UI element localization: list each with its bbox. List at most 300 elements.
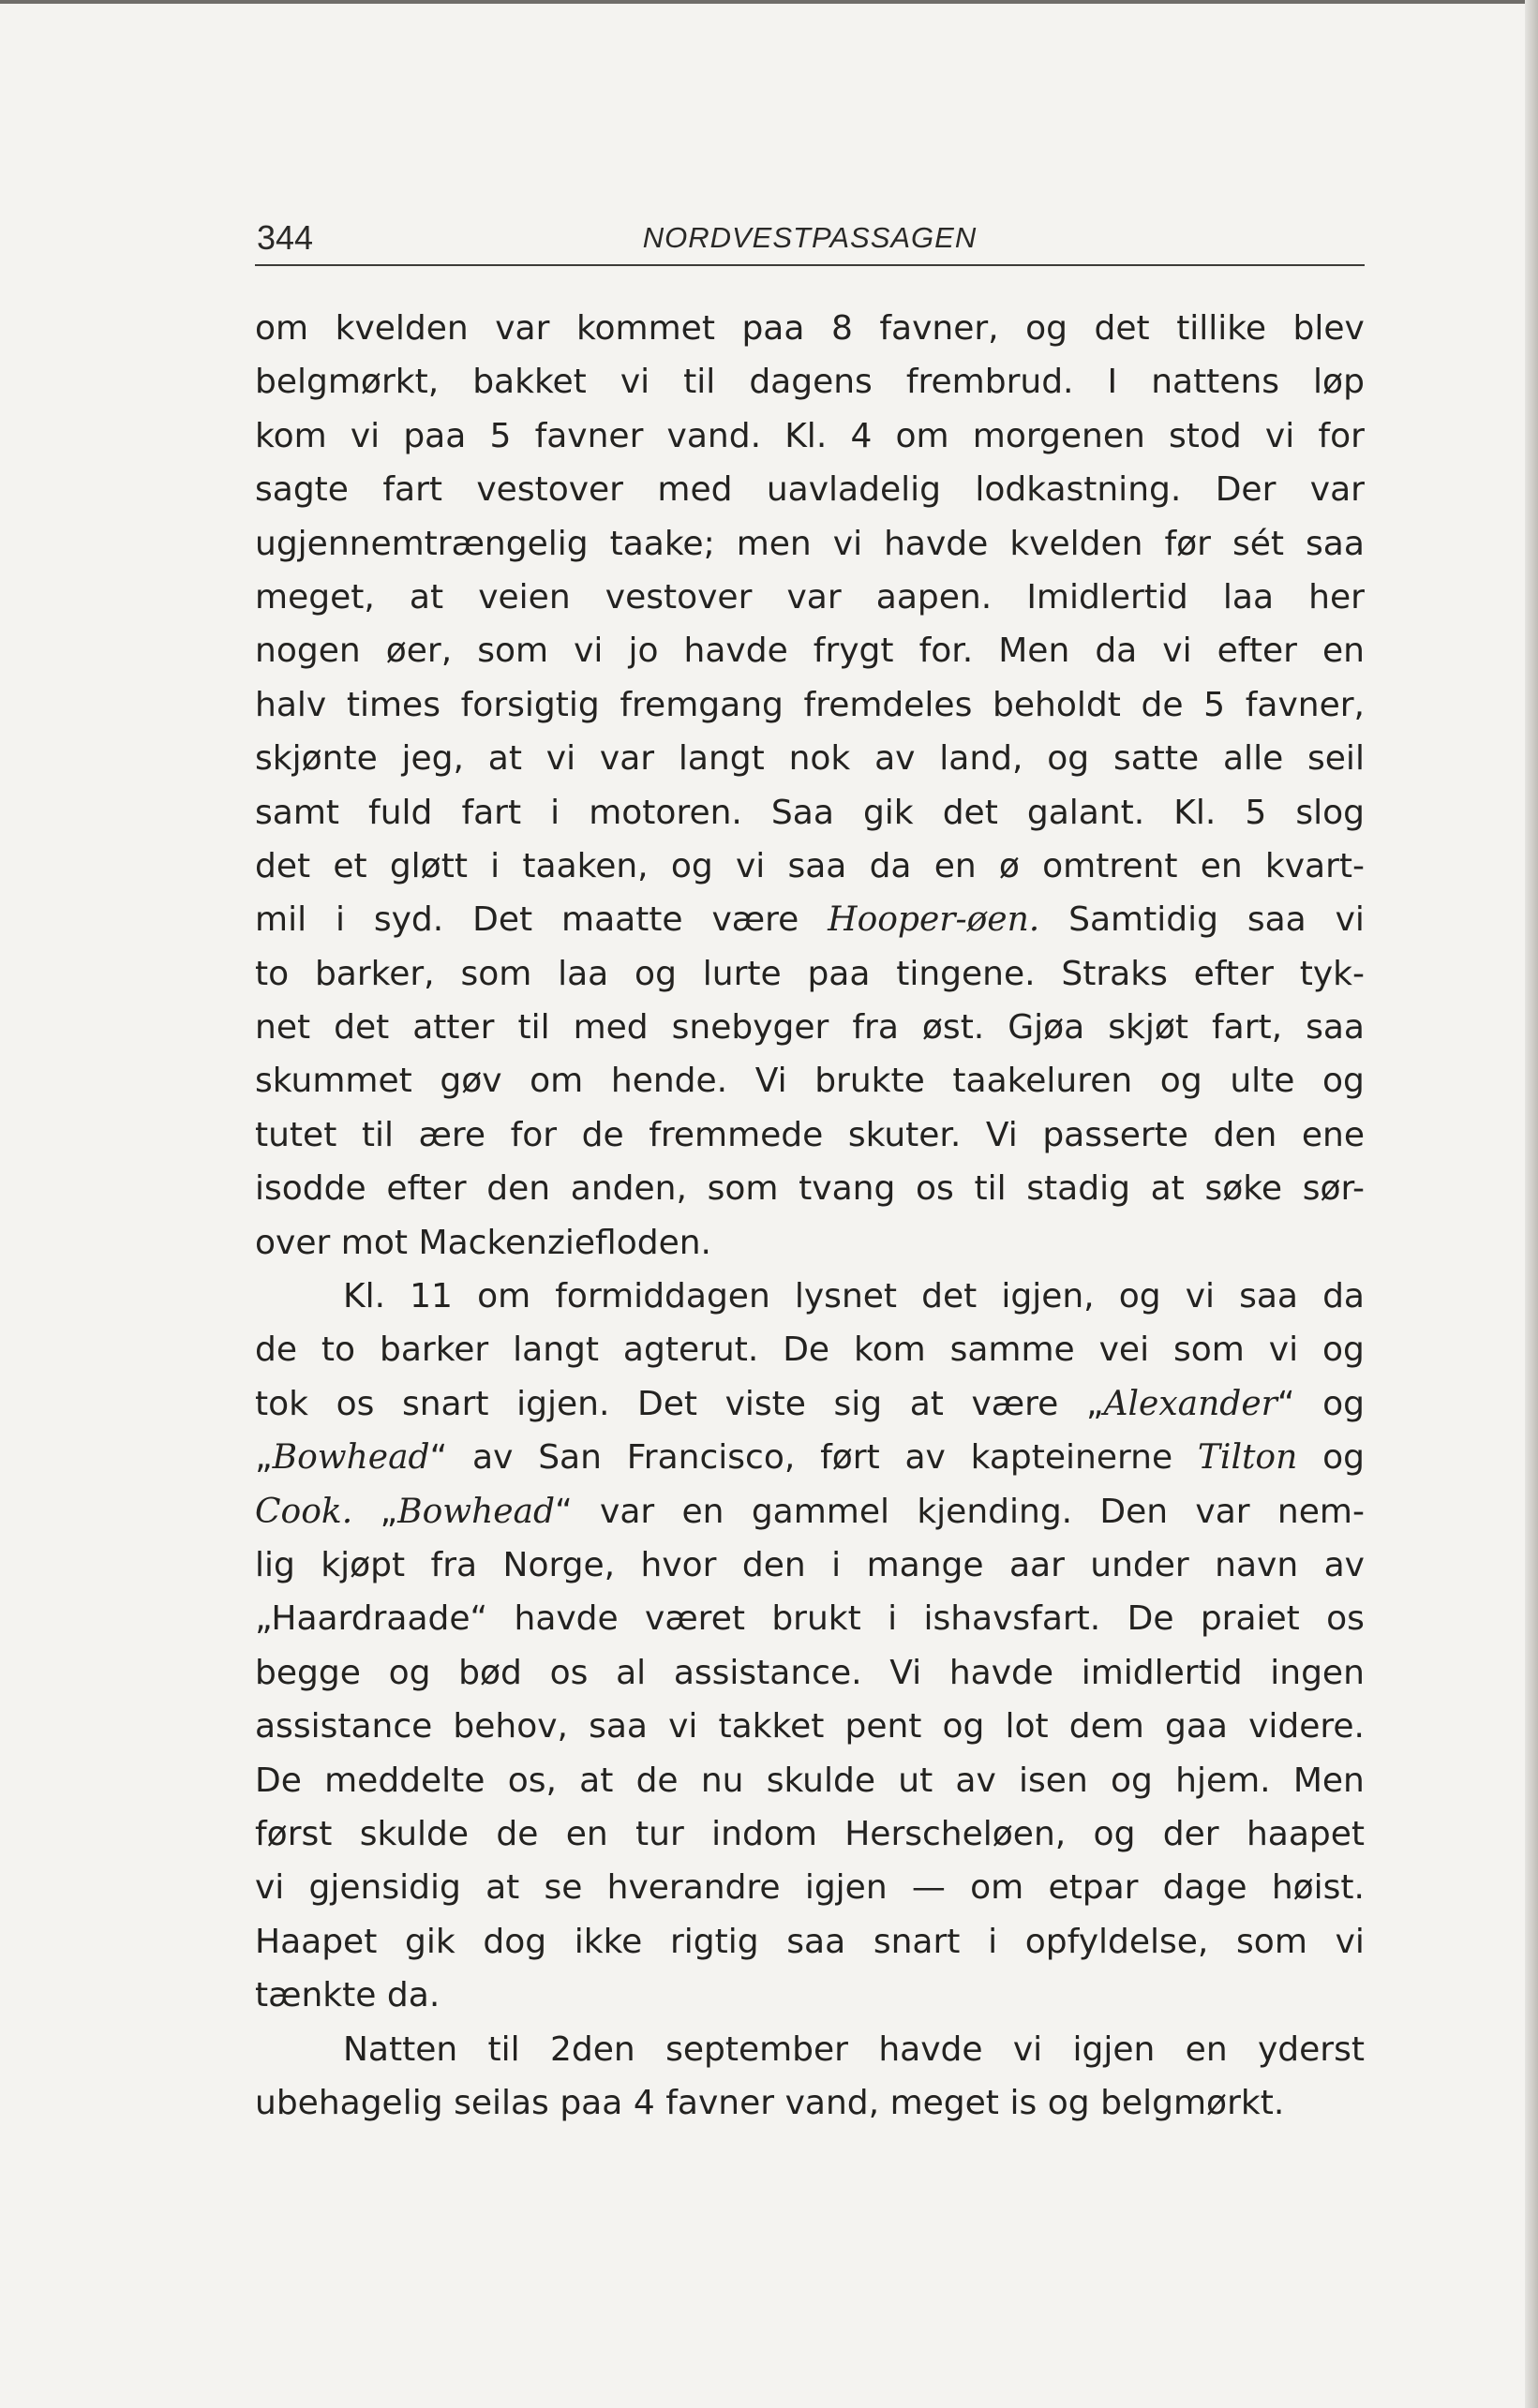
word: 4 [633, 2083, 655, 2122]
word: ubehagelig [255, 2083, 443, 2122]
word: saa [1247, 900, 1307, 940]
word: igjen [1072, 2029, 1156, 2069]
word: takket [718, 1707, 825, 1747]
word: land, [939, 739, 1023, 779]
paragraph [255, 1270, 1365, 2022]
header-rule [255, 264, 1365, 266]
word: vi [350, 416, 381, 455]
word: aar [1008, 1545, 1065, 1584]
word: agterut. [622, 1330, 759, 1370]
word: vi [1162, 632, 1192, 671]
word: tok [255, 1384, 308, 1423]
word: viste [724, 1384, 806, 1423]
word: havde [878, 2029, 983, 2069]
text-line [255, 1861, 1365, 1914]
word: bakket [472, 363, 587, 402]
word: barker, [314, 954, 435, 993]
word: vi [1012, 2029, 1043, 2069]
word: og [1322, 1062, 1365, 1101]
text-line [255, 2023, 1365, 2076]
word: da [1322, 1277, 1365, 1316]
word: med [573, 1008, 649, 1048]
word: søke [1204, 1169, 1282, 1209]
word: det [1094, 309, 1150, 348]
word: fart [382, 470, 442, 510]
word: gammel [751, 1492, 890, 1531]
text-line [255, 463, 1365, 516]
word: — [911, 1868, 946, 1908]
word: mange [866, 1545, 984, 1584]
word: de [496, 1814, 539, 1853]
text-line [255, 1108, 1365, 1162]
word: slog [1295, 793, 1365, 832]
word: meddelte [324, 1761, 485, 1800]
text-line [255, 1538, 1365, 1592]
word: kjending. [917, 1492, 1073, 1531]
word: den [486, 1169, 551, 1209]
text-line [255, 1807, 1365, 1861]
word: paa [807, 954, 871, 993]
word: Den [1099, 1492, 1169, 1531]
word: og [670, 846, 713, 885]
word: uavladelig [766, 470, 941, 510]
word: fuld [368, 793, 433, 832]
word: al [616, 1653, 647, 1692]
word: havde [514, 1599, 619, 1639]
word: der [1162, 1814, 1219, 1853]
word: til [487, 2029, 520, 2069]
word: dog [483, 1922, 547, 1961]
word: Vi [889, 1653, 922, 1692]
word: taake; [609, 524, 715, 563]
paragraph [255, 2023, 1365, 2131]
word: at [487, 739, 522, 779]
text-line [255, 1592, 1365, 1645]
word: men [736, 524, 812, 563]
word: tillike [1176, 309, 1267, 348]
text-line [255, 1754, 1365, 1807]
word: nu [700, 1761, 744, 1800]
word: være [711, 900, 799, 940]
word: og [1093, 1814, 1136, 1853]
word: assistance. [673, 1653, 862, 1692]
word: tvang [799, 1169, 896, 1209]
word: ære [418, 1115, 486, 1154]
word: to [321, 1330, 356, 1370]
word: veien [478, 577, 571, 617]
word: ene [1301, 1115, 1365, 1154]
word: videre. [1248, 1707, 1365, 1747]
word: nok [788, 739, 851, 779]
word: hjem. [1175, 1761, 1271, 1800]
word: dagens [749, 363, 873, 402]
word: og [635, 954, 677, 993]
word: og [942, 1707, 985, 1747]
word: 5 [489, 416, 512, 455]
word: fremdeles [803, 685, 973, 724]
word: saa [787, 846, 847, 885]
word: ikke [574, 1922, 643, 1961]
word: San [538, 1438, 602, 1478]
word: at [579, 1761, 614, 1800]
word: vi [620, 363, 650, 402]
text-line [255, 1270, 1365, 1323]
word: Straks [1061, 954, 1168, 993]
word: „Bowhead“ [255, 1438, 448, 1478]
word: var [599, 739, 655, 779]
text-line [255, 1969, 1365, 2022]
word: Norge, [502, 1545, 616, 1584]
word: barker [379, 1330, 489, 1370]
word: gløtt [389, 846, 468, 885]
word: isodde [255, 1169, 366, 1209]
word: gjensidig [308, 1868, 461, 1908]
word: kjøpt [321, 1545, 406, 1584]
word: snart [873, 1922, 961, 1961]
word: være [971, 1384, 1059, 1423]
word: igjen. [516, 1384, 610, 1423]
word: os [549, 1653, 589, 1692]
word: en [681, 1492, 724, 1531]
word: sagte [255, 470, 349, 510]
word: de [1141, 685, 1184, 724]
word: om [477, 1277, 531, 1316]
text-line [255, 1162, 1365, 1215]
word: de [581, 1115, 624, 1154]
word: fra [430, 1545, 478, 1584]
word: tænkte [255, 1976, 377, 2015]
word: fart, [1211, 1008, 1283, 1048]
word: ishavsfart. [923, 1599, 1101, 1639]
word: og [1047, 2083, 1090, 2122]
word: belgmørkt. [1100, 2083, 1285, 2122]
word: lysnet [794, 1277, 898, 1316]
word: som [1173, 1330, 1245, 1370]
word: igjen, [1001, 1277, 1095, 1316]
text-line [255, 893, 1365, 946]
word: atter [412, 1008, 495, 1048]
word: laa [1222, 577, 1275, 617]
word: og [1025, 309, 1068, 348]
word: snart [401, 1384, 489, 1423]
word: motoren. [589, 793, 742, 832]
word: en [565, 1814, 608, 1853]
word: stod [1169, 416, 1242, 455]
word: lot [1005, 1707, 1049, 1747]
word: vestover [605, 577, 753, 617]
word: en [1321, 632, 1365, 671]
word: skulde [359, 1814, 470, 1853]
word: Vi [985, 1115, 1018, 1154]
word: begge [255, 1653, 361, 1692]
word: gik [862, 793, 914, 832]
word: skuter. [847, 1115, 962, 1154]
word: en [1200, 846, 1243, 885]
word: os [916, 1169, 954, 1209]
word: De [783, 1330, 830, 1370]
word: stadig [1026, 1169, 1130, 1209]
word: syd. [373, 900, 444, 940]
word: pent [844, 1707, 922, 1747]
word: forsigtig [460, 685, 600, 724]
word: saa [1306, 524, 1365, 563]
word: se [544, 1868, 583, 1908]
word: kommet [575, 309, 715, 348]
word: Hooper-øen. [828, 900, 1040, 940]
page-header [255, 212, 1365, 264]
word: beholdt [993, 685, 1121, 724]
word: først [255, 1814, 333, 1853]
word: sig [833, 1384, 883, 1423]
word: som [477, 632, 549, 671]
page-number: 344 [257, 218, 314, 257]
word: 2den [550, 2029, 635, 2069]
word: den [741, 1545, 806, 1584]
text-line [255, 1700, 1365, 1753]
word: for. [918, 632, 974, 671]
word: av [955, 1761, 996, 1800]
word: i [888, 1599, 898, 1639]
word: et [333, 846, 367, 885]
word: da. [386, 1976, 440, 2015]
word: Tilton [1197, 1438, 1298, 1478]
word: fremgang [620, 685, 784, 724]
paragraph [255, 302, 1365, 1270]
text-line [255, 1216, 1365, 1270]
text-line [255, 2076, 1365, 2130]
word: som [707, 1169, 779, 1209]
word: to [255, 954, 290, 993]
text-line [255, 1323, 1365, 1376]
word: og [1111, 1761, 1153, 1800]
word: til [683, 363, 716, 402]
word: vi [1268, 1330, 1299, 1370]
word: sør- [1302, 1169, 1365, 1209]
word: „Bowhead“ [380, 1492, 573, 1531]
word: hvor [640, 1545, 717, 1584]
text-line [255, 355, 1365, 409]
word: Francisco, [626, 1438, 796, 1478]
word: nattens [1151, 363, 1280, 402]
word: vi [574, 632, 604, 671]
word: av [1323, 1545, 1365, 1584]
text-line [255, 517, 1365, 571]
word: De [1127, 1599, 1174, 1639]
word: under [1090, 1545, 1189, 1584]
word: var [1309, 470, 1365, 510]
word: meget, [255, 577, 375, 617]
word: lig [255, 1545, 295, 1584]
word: og [1322, 1330, 1365, 1370]
word: anden, [570, 1169, 687, 1209]
running-title: NORDVESTPASSAGEN [642, 221, 978, 254]
word: og [1322, 1384, 1365, 1423]
word: vi [1335, 900, 1365, 940]
word: kapteinerne [970, 1438, 1173, 1478]
word: times [346, 685, 440, 724]
word: assistance [255, 1707, 433, 1747]
word: etpar [1048, 1868, 1139, 1908]
word: vi [1264, 416, 1295, 455]
word: Cook. [255, 1492, 353, 1531]
word: Det [636, 1384, 697, 1423]
word: lurte [702, 954, 782, 993]
word: da [1095, 632, 1138, 671]
word: om [530, 1062, 584, 1101]
word: i [831, 1545, 842, 1584]
word: kvelden [335, 309, 469, 348]
text-line [255, 571, 1365, 624]
word: aapen. [875, 577, 993, 617]
word: vestover [476, 470, 623, 510]
word: vi [1335, 1922, 1365, 1961]
word: i [550, 793, 560, 832]
word: frembrud. [905, 363, 1074, 402]
word: paa [560, 2083, 623, 2122]
word: den [1213, 1115, 1277, 1154]
word: ingen [1270, 1653, 1365, 1692]
text-line [255, 678, 1365, 732]
word: I [1107, 363, 1118, 402]
word: det [334, 1008, 390, 1048]
word: september [665, 2029, 848, 2069]
word: isen [1019, 1761, 1088, 1800]
word: Vi [754, 1062, 787, 1101]
word: Kl. [343, 1277, 386, 1316]
word: skjønte [255, 739, 378, 779]
word: rigtig [670, 1922, 759, 1961]
word: til [974, 1169, 1007, 1209]
word: samme [949, 1330, 1075, 1370]
word: Samtidig [1068, 900, 1218, 940]
word: Natten [343, 2029, 458, 2069]
word: en [1185, 2029, 1228, 2069]
word: Herscheløen, [844, 1814, 1067, 1853]
word: imidlertid [1081, 1653, 1243, 1692]
word: skummet [255, 1062, 412, 1101]
word: at [409, 577, 444, 617]
word: meget [889, 2083, 999, 2122]
word: vi [832, 524, 863, 563]
word: net [255, 1008, 311, 1048]
word: nogen [255, 632, 361, 671]
text-line [255, 1054, 1365, 1107]
page-right-edge [1525, 0, 1538, 2408]
word: favner, [879, 309, 999, 348]
page-top-edge [0, 0, 1538, 4]
word: efter [1217, 632, 1297, 671]
text-line [255, 1431, 1365, 1484]
word: havde [948, 1653, 1053, 1692]
word: indom [711, 1814, 817, 1853]
word: i [988, 1922, 998, 1961]
word: til [361, 1115, 394, 1154]
word: 5 [1245, 793, 1267, 832]
text-line [255, 786, 1365, 840]
word: for [510, 1115, 558, 1154]
word: tur [635, 1814, 684, 1853]
word: vei [1098, 1330, 1150, 1370]
word: øst. [921, 1008, 985, 1048]
word: 8 [830, 309, 853, 348]
word: satte [1112, 739, 1200, 779]
word: for [1318, 416, 1365, 455]
word: skjøt [1108, 1008, 1188, 1048]
word: som [1236, 1922, 1307, 1961]
word: var [495, 309, 550, 348]
text-line [255, 1377, 1365, 1431]
word: her [1308, 577, 1365, 617]
word: Kl. [1173, 793, 1217, 832]
word: været [645, 1599, 745, 1639]
word: saa [1239, 1277, 1298, 1316]
word: os [1326, 1599, 1365, 1639]
word: skulde [766, 1761, 876, 1800]
word: os, [507, 1761, 557, 1800]
word: før [1164, 524, 1211, 563]
word: „Haardraade“ [255, 1599, 488, 1639]
word: Gjøa [1008, 1008, 1085, 1048]
word: nem- [1277, 1492, 1365, 1531]
word: om [895, 416, 949, 455]
word: alle [1223, 739, 1284, 779]
word: mil [255, 900, 307, 940]
word: de [635, 1761, 679, 1800]
word: seilas [454, 2083, 549, 2122]
text-line [255, 1485, 1365, 1538]
word: 5 [1203, 685, 1226, 724]
text-line [255, 302, 1365, 355]
word: at [485, 1868, 520, 1908]
word: ført [820, 1438, 880, 1478]
word: igjen [804, 1868, 888, 1908]
word: av [904, 1438, 946, 1478]
word: belgmørkt, [255, 363, 440, 402]
word: taaken, [522, 846, 649, 885]
word: efter [386, 1169, 467, 1209]
word: samt [255, 793, 339, 832]
word: av [472, 1438, 514, 1478]
word: saa [589, 1707, 648, 1747]
word: vi [668, 1707, 698, 1747]
word: havde [683, 632, 788, 671]
word: i [490, 846, 500, 885]
word: ugjennemtrængelig [255, 524, 589, 563]
word: jo [628, 632, 659, 671]
word: Kl. [784, 416, 828, 455]
word: Der [1215, 470, 1277, 510]
word: gaa [1164, 1707, 1228, 1747]
word: vand. [666, 416, 762, 455]
text-line [255, 947, 1365, 1001]
word: is [1009, 2083, 1038, 2122]
text-line [255, 1646, 1365, 1700]
word: tyk- [1299, 954, 1365, 993]
word: formiddagen [555, 1277, 770, 1316]
word: som [460, 954, 532, 993]
word: yderst [1257, 2029, 1365, 2069]
word: Haapet [255, 1922, 378, 1961]
word: hverandre [606, 1868, 781, 1908]
text-line [255, 732, 1365, 785]
word: og [388, 1653, 431, 1692]
word: brukte [814, 1062, 925, 1101]
word: Men [998, 632, 1070, 671]
word: av [874, 739, 916, 779]
word: „Alexander“ [1085, 1384, 1295, 1423]
word: kvelden [1009, 524, 1143, 563]
word: taakeluren [952, 1062, 1133, 1101]
